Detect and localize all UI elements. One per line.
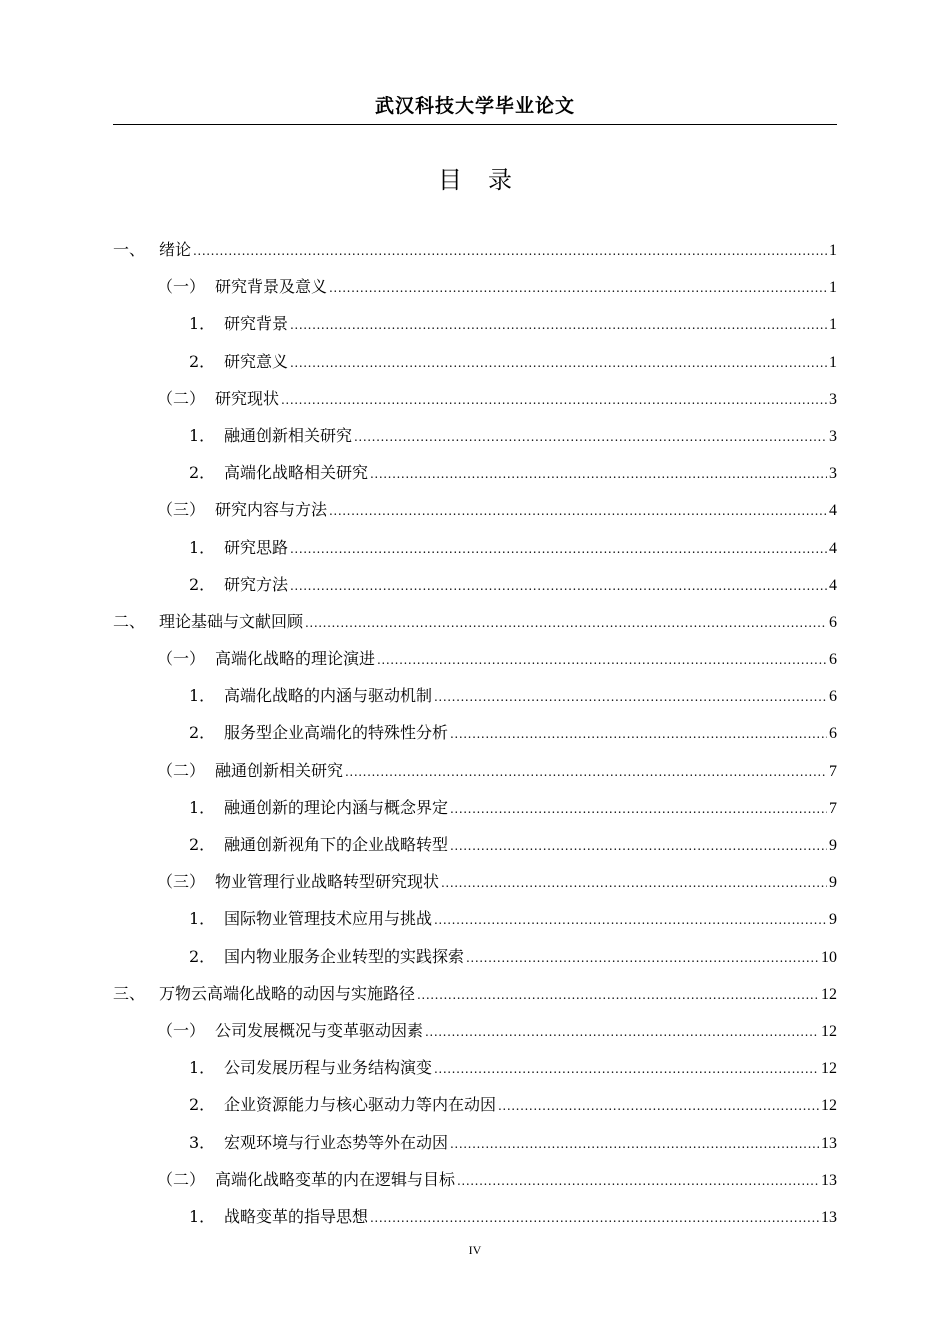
- toc-entry-page: 10: [821, 948, 837, 966]
- toc-entry[interactable]: [113, 975, 837, 1012]
- table-of-contents: [113, 231, 837, 1235]
- toc-entry-number: （一）: [157, 1020, 206, 1040]
- toc-entry[interactable]: [113, 566, 837, 603]
- toc-dot-leader: [290, 345, 827, 382]
- toc-entry-title: 融通创新相关研究: [224, 425, 353, 445]
- toc-entry[interactable]: [113, 343, 837, 380]
- toc-entry-page: 4: [829, 502, 837, 520]
- toc-entry-number: 三、: [113, 983, 146, 1003]
- toc-entry-page: 13: [821, 1134, 837, 1152]
- toc-dot-leader: [290, 531, 827, 568]
- toc-entry[interactable]: [113, 714, 837, 751]
- toc-entry-title: 高端化战略的理论演进: [215, 649, 376, 669]
- toc-entry-number: （一）: [157, 277, 206, 297]
- toc-entry-page: 1: [829, 316, 837, 334]
- toc-entry-number: 1．: [189, 1058, 216, 1078]
- toc-entry-page: 3: [829, 390, 837, 408]
- toc-entry[interactable]: [113, 380, 837, 417]
- toc-dot-leader: [377, 642, 827, 679]
- toc-dot-leader: [290, 568, 827, 605]
- toc-entry-page: 12: [821, 1060, 837, 1078]
- toc-entry[interactable]: [113, 752, 837, 789]
- toc-entry[interactable]: [113, 417, 837, 454]
- toc-entry-number: 1．: [189, 1206, 216, 1226]
- toc-entry-title: 公司发展历程与业务结构演变: [224, 1058, 433, 1078]
- toc-dot-leader: [450, 828, 827, 865]
- toc-entry[interactable]: [113, 863, 837, 900]
- toc-entry-page: 7: [829, 799, 837, 817]
- toc-entry[interactable]: [113, 529, 837, 566]
- toc-dot-leader: [345, 754, 827, 791]
- toc-entry-page: 13: [821, 1171, 837, 1189]
- toc-entry[interactable]: [113, 603, 837, 640]
- toc-dot-leader: [441, 865, 827, 902]
- toc-entry-number: 2．: [189, 574, 216, 594]
- toc-entry-number: 3．: [189, 1132, 216, 1152]
- toc-dot-leader: [450, 1126, 819, 1163]
- toc-entry[interactable]: [113, 677, 837, 714]
- toc-entry-page: 12: [821, 985, 837, 1003]
- toc-entry-title: 高端化战略变革的内在逻辑与目标: [215, 1169, 456, 1189]
- toc-dot-leader: [305, 605, 827, 642]
- toc-entry-title: 研究思路: [224, 537, 289, 557]
- toc-entry-title: 融通创新视角下的企业战略转型: [224, 835, 449, 854]
- toc-entry[interactable]: [113, 640, 837, 677]
- toc-entry-title: 融通创新相关研究: [215, 760, 344, 780]
- toc-entry-title: 绪论: [159, 240, 192, 259]
- toc-entry-number: 2．: [189, 351, 216, 371]
- toc-entry-title: 研究方法: [224, 574, 289, 594]
- toc-entry-title: 研究背景及意义: [215, 277, 328, 297]
- toc-dot-leader: [354, 419, 827, 456]
- toc-entry-page: 6: [829, 613, 837, 631]
- toc-dot-leader: [434, 1051, 819, 1088]
- toc-entry[interactable]: [113, 1086, 837, 1123]
- toc-dot-leader: [281, 382, 827, 419]
- toc-entry-number: 2．: [189, 463, 216, 483]
- toc-entry-title: 物业管理行业战略转型研究现状: [215, 872, 440, 892]
- toc-entry-number: 2．: [189, 723, 216, 743]
- toc-entry-page: 9: [829, 837, 837, 854]
- page-number: IV: [468, 1243, 482, 1257]
- toc-entry-title: 高端化战略的内涵与驱动机制: [224, 686, 433, 706]
- toc-entry-page: 1: [829, 353, 837, 371]
- toc-entry-title: 服务型企业高端化的特殊性分析: [224, 723, 449, 743]
- toc-dot-leader: [193, 233, 827, 270]
- toc-dot-leader: [370, 1200, 819, 1237]
- toc-entry-title: 理论基础与文献回顾: [159, 611, 304, 631]
- toc-entry-number: （三）: [157, 500, 206, 520]
- toc-title: 目录: [438, 166, 538, 194]
- toc-entry-page: 9: [829, 874, 837, 892]
- toc-dot-leader: [425, 1014, 819, 1051]
- toc-entry[interactable]: [113, 305, 837, 342]
- toc-entry[interactable]: [113, 491, 837, 528]
- toc-dot-leader: [434, 679, 827, 716]
- toc-entry[interactable]: [113, 1198, 837, 1235]
- toc-entry-page: 6: [829, 725, 837, 743]
- toc-dot-leader: [498, 1088, 819, 1125]
- toc-entry-number: 二、: [113, 611, 146, 631]
- toc-entry-number: 2．: [189, 946, 216, 966]
- toc-dot-leader: [466, 940, 819, 977]
- toc-dot-leader: [450, 791, 827, 828]
- toc-entry[interactable]: [113, 1161, 837, 1198]
- toc-entry-number: 2．: [189, 1095, 216, 1115]
- toc-dot-leader: [457, 1163, 819, 1200]
- toc-entry[interactable]: [113, 826, 837, 863]
- toc-entry-number: 1．: [189, 314, 216, 334]
- toc-entry[interactable]: [113, 789, 837, 826]
- toc-entry-title: 公司发展概况与变革驱动因素: [215, 1020, 424, 1040]
- toc-entry-page: 1: [829, 242, 837, 259]
- toc-entry-number: （二）: [157, 388, 206, 408]
- toc-entry-number: （三）: [157, 872, 206, 892]
- toc-entry-page: 4: [829, 576, 837, 594]
- toc-entry-title: 融通创新的理论内涵与概念界定: [224, 797, 449, 817]
- toc-entry-page: 12: [821, 1022, 837, 1040]
- toc-entry-number: 1．: [189, 686, 216, 706]
- toc-entry[interactable]: [113, 454, 837, 491]
- toc-entry-number: （二）: [157, 1169, 206, 1189]
- toc-entry-title: 国际物业管理技术应用与挑战: [224, 909, 433, 929]
- toc-entry-title: 研究背景: [224, 314, 289, 334]
- toc-entry-page: 3: [829, 427, 837, 445]
- toc-dot-leader: [450, 716, 827, 753]
- toc-entry-number: 1．: [189, 537, 216, 557]
- toc-entry-title: 高端化战略相关研究: [224, 463, 369, 483]
- toc-entry-page: 3: [829, 465, 837, 483]
- toc-entry-title: 宏观环境与行业态势等外在动因: [224, 1132, 449, 1152]
- toc-entry[interactable]: [113, 1049, 837, 1086]
- toc-entry-number: （一）: [157, 649, 206, 669]
- toc-entry-number: （二）: [157, 760, 206, 780]
- toc-entry[interactable]: [113, 1124, 837, 1161]
- toc-entry-title: 研究意义: [224, 351, 289, 371]
- toc-dot-leader: [434, 902, 827, 939]
- toc-entry-page: 1: [829, 279, 837, 297]
- toc-entry-page: 12: [821, 1097, 837, 1115]
- toc-dot-leader: [290, 307, 827, 344]
- toc-entry-page: 4: [829, 539, 837, 557]
- toc-entry-page: 7: [829, 762, 837, 780]
- toc-entry[interactable]: [113, 938, 837, 975]
- toc-entry-title: 战略变革的指导思想: [224, 1206, 369, 1226]
- toc-entry-title: 企业资源能力与核心驱动力等内在动因: [224, 1095, 497, 1115]
- toc-entry[interactable]: [113, 1012, 837, 1049]
- toc-entry-title: 万物云高端化战略的动因与实施路径: [159, 983, 416, 1003]
- toc-entry-page: 6: [829, 688, 837, 706]
- toc-dot-leader: [329, 493, 827, 530]
- toc-entry-page: 13: [821, 1208, 837, 1226]
- toc-entry[interactable]: [113, 268, 837, 305]
- toc-entry-title: 研究内容与方法: [215, 500, 328, 520]
- toc-entry[interactable]: [113, 900, 837, 937]
- toc-entry-page: 9: [829, 911, 837, 929]
- toc-entry-number: 1．: [189, 425, 216, 445]
- toc-entry[interactable]: [113, 231, 837, 268]
- toc-dot-leader: [370, 456, 827, 493]
- toc-entry-title: 研究现状: [215, 388, 280, 408]
- toc-entry-page: 6: [829, 651, 837, 669]
- toc-dot-leader: [417, 977, 819, 1014]
- running-header-title: 武汉科技大学毕业论文: [374, 95, 575, 117]
- header-rule: [113, 124, 837, 125]
- toc-entry-title: 国内物业服务企业转型的实践探索: [224, 946, 465, 966]
- toc-entry-number: 1．: [189, 909, 216, 929]
- toc-entry-number: 一、: [113, 240, 146, 259]
- toc-entry-number: 1．: [189, 797, 216, 817]
- toc-dot-leader: [329, 270, 827, 307]
- toc-entry-number: 2．: [189, 835, 216, 854]
